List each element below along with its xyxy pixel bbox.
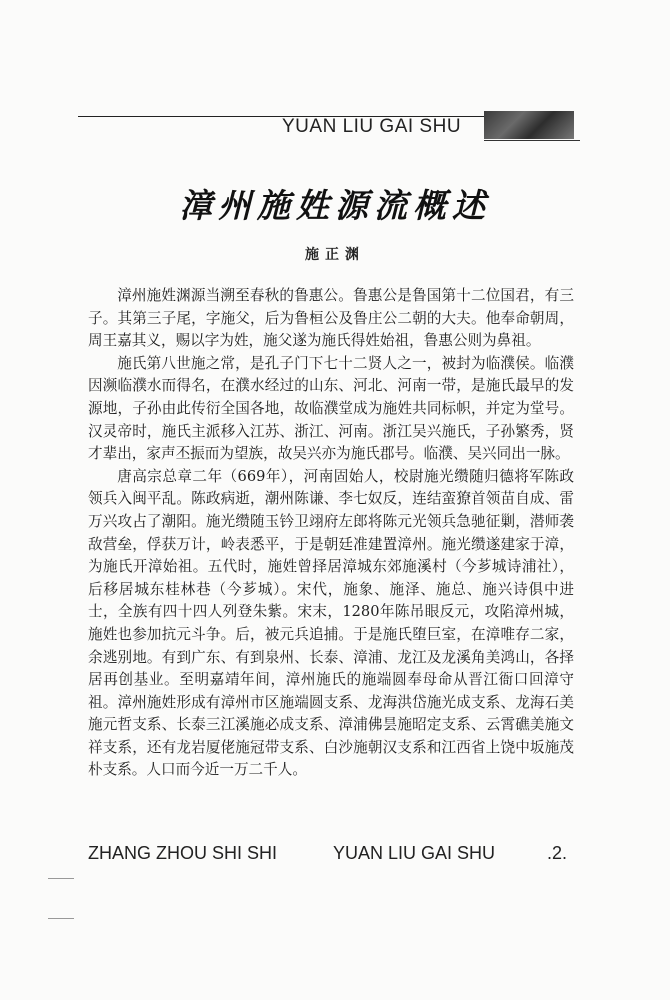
margin-mark (48, 878, 74, 879)
article-body (88, 285, 574, 782)
article-title: 漳州施姓源流概述 (179, 186, 491, 225)
margin-mark (48, 918, 74, 919)
paragraph: 唐高宗总章二年（669年），河南固始人，校尉施光缵随归德将军陈政领兵入闽平乱。陈政病逝，潮州陈谦、李七奴反，连结蛮獠首领苗自成、雷万兴攻占了潮阳。施光缵随玉钤卫翊府左郎将陈元光领兵急驰征剿，潜师袭敌营垒，俘获万计，岭表悉平，于是朝廷准建置漳州。施光缵遂建家于漳，为施氏开漳始祖。五代时，施姓曾择居漳城东郊施溪村（今芗城诗浦社），后移居城东桂林巷（今芗城）。宋代，施象、施泽、施总、施兴诗俱中进士，全族有四十四人列登朱紫。宋末，1280年陈吊眼反元，攻陷漳州城，施姓也参加抗元斗争。后，被元兵追捕。于是施氏堕巨室，在漳唯存二家，余逃别地。有到广东、有到泉州、长泰、漳浦、龙江及龙溪角美鸿山，各择居再创基业。至明嘉靖年间，漳州施氏的施端圆奉母命从晋江衙口回漳守祖。漳州施姓形成有漳州市区施端圆支系、龙海洪岱施光成支系、龙海石美施元哲支系、长泰三江溪施必成支系、漳浦佛昙施昭定支系、云霄礁美施文祥支系，还有龙岩厦佬施冠带支系、白沙施朝汉支系和江西省上饶中坂施茂朴支系。人口而今近一万二千人。 (88, 467, 574, 779)
paragraph: 施氏第八世施之常，是孔子门下七十二贤人之一，被封为临濮侯。临濮因濒临濮水而得名，在濮水经过的山东、河北、河南一带，是施氏最早的发源地，子孙由此传衍全国各地，故临濮堂成为施姓共同标帜，并定为堂号。汉灵帝时，施氏主派移入江苏、浙江、河南。浙江吴兴施氏，子孙繁秀，贤才辈出，家声丕振而为望族，故吴兴亦为施氏郡号。临濮、吴兴同出一脉。 (88, 354, 574, 463)
page-number: .2. (547, 843, 568, 863)
article-author: 施正渊 (305, 247, 365, 263)
paragraph: 漳州施姓渊源当溯至春秋的鲁惠公。鲁惠公是鲁国第十二位国君，有三子。其第三子尾，字施父，后为鲁桓公及鲁庄公二朝的大夫。他奉命朝周，周王嘉其义，赐以字为姓，施父遂为施氏得姓始祖，鲁惠公则为鼻祖。 (88, 287, 574, 350)
header-seal-logo (484, 111, 574, 139)
footer-left-title: ZHANG ZHOU SHI SHI (88, 843, 278, 863)
footer-middle-title: YUAN LIU GAI SHU (333, 843, 496, 863)
header-rule-right (484, 140, 580, 141)
running-header: YUAN LIU GAI SHU (282, 116, 462, 137)
